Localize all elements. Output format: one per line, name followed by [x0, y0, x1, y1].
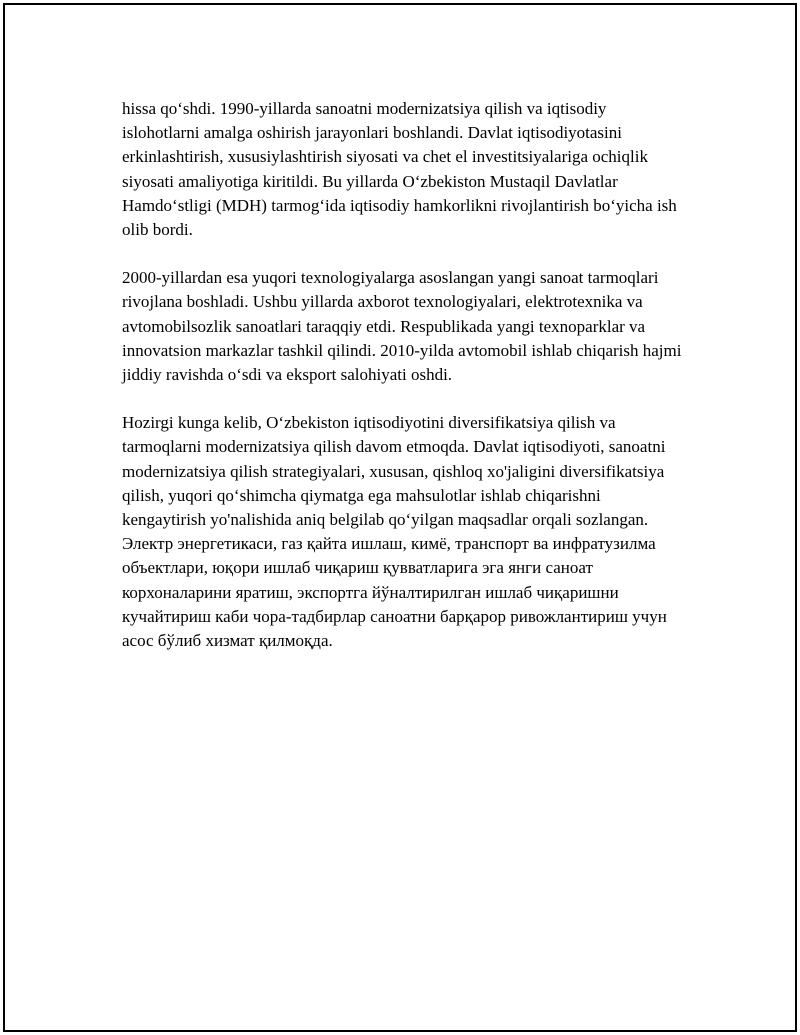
- paragraph-3: Hozirgi kunga kelib, O‘zbekiston iqtisodiyotini diversifikatsiya qilish va tarmoqlarni modernizatsiya qilish davom etmoqda. Davlat iqtisodiyoti, sanoatni modernizatsiya qilish strategiyalari, xususan, qishloq xo'jaligini diversifikatsiya qilish, yuqori qo‘shimcha qiymatga ega mahsulotlar ishlab chiqarishni kengaytirish yo'nalishida aniq belgilab qo‘yilgan maqsadlar orqali sozlangan. Электр энергетикаси, газ қайта ишлаш, кимё, транспорт ва инфратузилма объектлари, юқори ишлаб чиқариш қувватларига эга янги саноат корхоналарини яратиш, экспортга йўналтирилган ишлаб чиқаришни кучайтириш каби чора-тадбирлар саноатни барқарор ривожлантириш учун асос бўлиб хизмат қилмоқда.: [122, 413, 667, 651]
- paragraph-1: hissa qo‘shdi. 1990-yillarda sanoatni modernizatsiya qilish va iqtisodiy islohotlarni amalga oshirish jarayonlari boshlandi. Davlat iqtisodiyotasini erkinlashtirish, xususiylashtirish siyosati va chet el investitsiyalariga ochiqlik siyosati amaliyotiga kiritildi. Bu yillarda O‘zbekiston Mustaqil Davlatlar Hamdo‘stligi (MDH) tarmog‘ida iqtisodiy hamkorlikni rivojlantirish bo‘yicha ish olib bordi.: [122, 99, 677, 240]
- paragraph-2: 2000-yillardan esa yuqori texnologiyalarga asoslangan yangi sanoat tarmoqlari rivojlana boshladi. Ushbu yillarda axborot texnologiyalari, elektrotexnika va avtomobilsozlik sanoatlari taraqqiy etdi. Respublikada yangi texnoparklar va innovatsion markazlar tashkil qilindi. 2010-yilda avtomobil ishlab chiqarish hajmi jiddiy ravishda o‘sdi va eksport salohiyati oshdi.: [122, 268, 682, 385]
- document-body: [122, 97, 687, 677]
- page-frame: [3, 3, 797, 1032]
